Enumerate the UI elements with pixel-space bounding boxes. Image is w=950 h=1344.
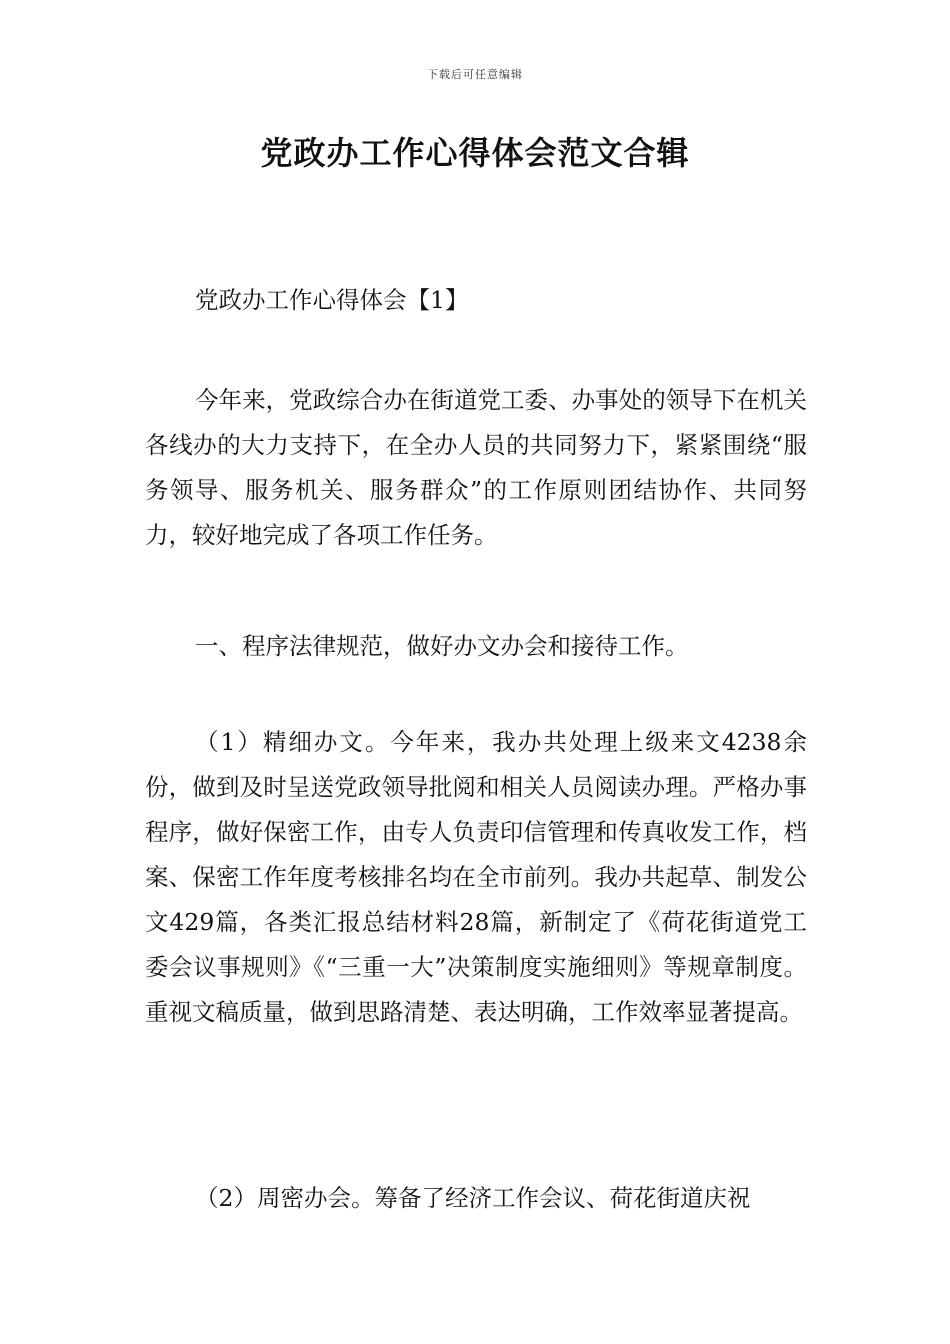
- paragraph-meeting-handling: （2）周密办会。筹备了经济工作会议、荷花街道庆祝: [195, 1184, 751, 1212]
- document-title: 党政办工作心得体会范文合辑: [260, 134, 690, 172]
- paragraph-point-heading: 一、程序法律规范，做好办文办会和接待工作。: [195, 632, 689, 660]
- paragraph-document-handling: （1）精细办文。今年来，我办共处理上级来文4238余份，做到及时呈送党政领导批阅和相关人员阅读办理。严格办事程序，做好保密工作，由专人负责印信管理和传真收发工作，档案、保密工作年度考核排名均在全市前列。我办共起草、制发公文429篇，各类汇报总结材料28篇，新制定了《荷花街道党工委会议事规则》《“三重一大”决策制度实施细则》等规章制度。重视文稿质量，做到思路清楚、表达明确，工作效率显著提高。: [145, 728, 807, 1026]
- section-heading: 党政办工作心得体会【1】: [195, 286, 469, 314]
- paragraph-intro: 今年来，党政综合办在街道党工委、办事处的领导下在机关各线办的大力支持下，在全办人员的共同努力下，紧紧围绕“服务领导、服务机关、服务群众”的工作原则团结协作、共同努力，较好地完成了各项工作任务。: [145, 386, 807, 549]
- header-note: 下载后可任意编辑: [427, 68, 523, 81]
